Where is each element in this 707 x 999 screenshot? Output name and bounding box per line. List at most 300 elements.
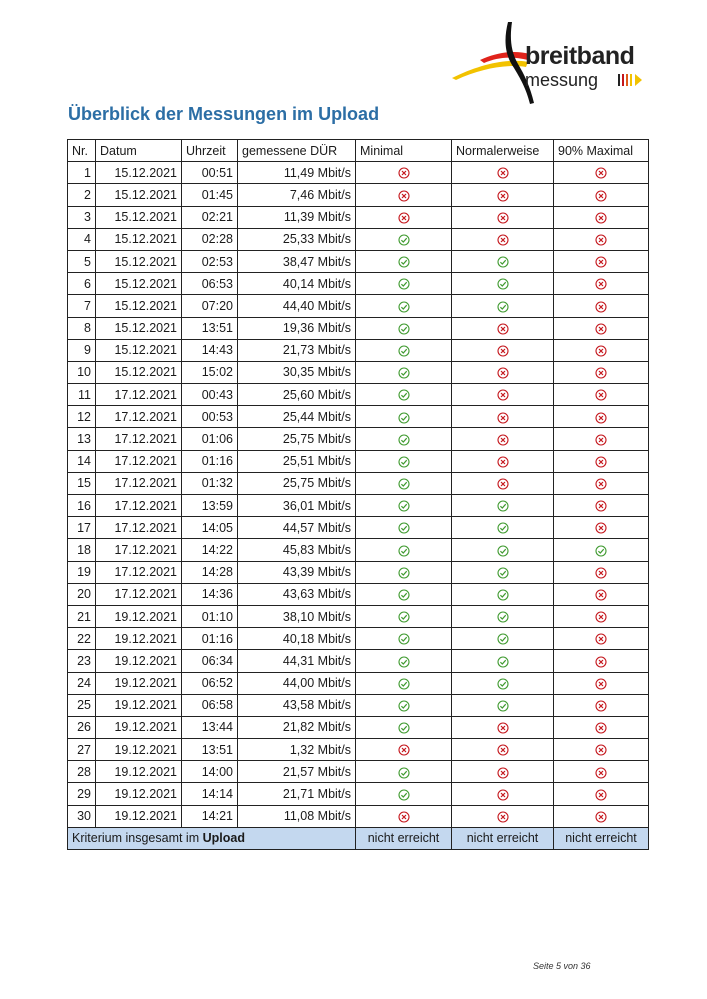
row-time: 14:05 <box>182 517 238 539</box>
cross-circle-icon <box>398 166 410 180</box>
row-minimal <box>356 739 452 761</box>
row-minimal <box>356 273 452 295</box>
row-normalerweise <box>452 672 554 694</box>
cross-circle-icon <box>497 432 509 446</box>
table-row <box>68 694 649 716</box>
row-minimal <box>356 228 452 250</box>
cross-circle-icon <box>497 454 509 468</box>
cross-circle-icon <box>595 743 607 757</box>
cross-circle-icon <box>595 432 607 446</box>
breitbandmessung-logo <box>450 14 650 110</box>
check-circle-icon <box>398 454 410 468</box>
row-normalerweise <box>452 228 554 250</box>
cross-circle-icon <box>497 232 509 246</box>
row-nr: 22 <box>68 628 96 650</box>
row-speed: 11,39 Mbit/s <box>238 206 356 228</box>
row-90-maximal <box>554 650 649 672</box>
row-minimal <box>356 783 452 805</box>
row-speed: 25,75 Mbit/s <box>238 428 356 450</box>
row-90-maximal <box>554 295 649 317</box>
check-circle-icon <box>398 277 410 291</box>
row-nr: 20 <box>68 583 96 605</box>
cross-circle-icon <box>595 587 607 601</box>
row-minimal <box>356 250 452 272</box>
cross-circle-icon <box>398 743 410 757</box>
row-speed: 11,08 Mbit/s <box>238 805 356 827</box>
row-normalerweise <box>452 539 554 561</box>
row-date: 15.12.2021 <box>96 184 182 206</box>
row-normalerweise <box>452 628 554 650</box>
table-row <box>68 716 649 738</box>
row-speed: 21,73 Mbit/s <box>238 339 356 361</box>
row-90-maximal <box>554 472 649 494</box>
row-nr: 14 <box>68 450 96 472</box>
row-minimal <box>356 605 452 627</box>
cross-circle-icon <box>595 410 607 424</box>
table-row <box>68 184 649 206</box>
cross-circle-icon <box>595 698 607 712</box>
row-nr: 28 <box>68 761 96 783</box>
row-minimal <box>356 561 452 583</box>
cross-circle-icon <box>595 299 607 313</box>
row-nr: 12 <box>68 406 96 428</box>
table-row <box>68 628 649 650</box>
row-time: 01:10 <box>182 605 238 627</box>
row-date: 19.12.2021 <box>96 628 182 650</box>
row-90-maximal <box>554 450 649 472</box>
row-normalerweise <box>452 495 554 517</box>
row-90-maximal <box>554 184 649 206</box>
row-date: 19.12.2021 <box>96 783 182 805</box>
cross-circle-icon <box>398 809 410 823</box>
row-normalerweise <box>452 206 554 228</box>
row-90-maximal <box>554 495 649 517</box>
check-circle-icon <box>398 720 410 734</box>
row-90-maximal <box>554 583 649 605</box>
check-circle-icon <box>398 654 410 668</box>
cross-circle-icon <box>497 388 509 402</box>
cross-circle-icon <box>398 188 410 202</box>
row-minimal <box>356 805 452 827</box>
cross-circle-icon <box>595 255 607 269</box>
row-normalerweise <box>452 739 554 761</box>
table-row <box>68 250 649 272</box>
row-90-maximal <box>554 716 649 738</box>
row-90-maximal <box>554 162 649 184</box>
row-minimal <box>356 694 452 716</box>
row-speed: 40,14 Mbit/s <box>238 273 356 295</box>
logo-text-messung: messung <box>525 70 599 90</box>
cross-circle-icon <box>595 210 607 224</box>
summary-label-prefix: Kriterium insgesamt im <box>72 831 203 846</box>
cross-circle-icon <box>497 188 509 202</box>
table-row <box>68 472 649 494</box>
row-nr: 10 <box>68 361 96 383</box>
row-minimal <box>356 716 452 738</box>
row-normalerweise <box>452 805 554 827</box>
cross-circle-icon <box>595 343 607 357</box>
row-nr: 8 <box>68 317 96 339</box>
check-circle-icon <box>398 476 410 490</box>
row-speed: 36,01 Mbit/s <box>238 495 356 517</box>
row-speed: 25,51 Mbit/s <box>238 450 356 472</box>
row-time: 01:32 <box>182 472 238 494</box>
row-nr: 29 <box>68 783 96 805</box>
row-90-maximal <box>554 384 649 406</box>
row-minimal <box>356 206 452 228</box>
table-row <box>68 672 649 694</box>
row-time: 13:51 <box>182 317 238 339</box>
check-circle-icon <box>398 255 410 269</box>
row-date: 15.12.2021 <box>96 250 182 272</box>
row-speed: 25,75 Mbit/s <box>238 472 356 494</box>
row-date: 17.12.2021 <box>96 384 182 406</box>
row-minimal <box>356 495 452 517</box>
row-minimal <box>356 450 452 472</box>
row-90-maximal <box>554 250 649 272</box>
row-nr: 7 <box>68 295 96 317</box>
check-circle-icon <box>497 521 509 535</box>
row-minimal <box>356 162 452 184</box>
row-time: 01:16 <box>182 628 238 650</box>
row-time: 06:53 <box>182 273 238 295</box>
row-speed: 25,33 Mbit/s <box>238 228 356 250</box>
row-speed: 44,00 Mbit/s <box>238 672 356 694</box>
header-90-maximal: 90% Maximal <box>554 140 649 162</box>
check-circle-icon <box>398 499 410 513</box>
row-normalerweise <box>452 694 554 716</box>
check-circle-icon <box>398 365 410 379</box>
row-normalerweise <box>452 761 554 783</box>
row-minimal <box>356 361 452 383</box>
check-circle-icon <box>497 543 509 557</box>
check-circle-icon <box>497 565 509 579</box>
check-circle-icon <box>497 277 509 291</box>
check-circle-icon <box>398 410 410 424</box>
row-normalerweise <box>452 317 554 339</box>
row-time: 02:21 <box>182 206 238 228</box>
row-90-maximal <box>554 805 649 827</box>
row-date: 19.12.2021 <box>96 805 182 827</box>
check-circle-icon <box>398 232 410 246</box>
cross-circle-icon <box>398 210 410 224</box>
row-normalerweise <box>452 583 554 605</box>
table-row <box>68 450 649 472</box>
row-date: 15.12.2021 <box>96 317 182 339</box>
cross-circle-icon <box>497 321 509 335</box>
table-row <box>68 805 649 827</box>
table-row <box>68 361 649 383</box>
check-circle-icon <box>398 676 410 690</box>
row-normalerweise <box>452 783 554 805</box>
row-90-maximal <box>554 206 649 228</box>
cross-circle-icon <box>497 410 509 424</box>
row-time: 13:51 <box>182 739 238 761</box>
table-row <box>68 561 649 583</box>
row-time: 00:51 <box>182 162 238 184</box>
cross-circle-icon <box>595 765 607 779</box>
cross-circle-icon <box>497 787 509 801</box>
summary-label-upload: Upload <box>202 831 245 846</box>
cross-circle-icon <box>595 521 607 535</box>
upload-measurements-table <box>67 139 649 850</box>
cross-circle-icon <box>497 476 509 490</box>
header-uhrzeit: Uhrzeit <box>182 140 238 162</box>
row-nr: 11 <box>68 384 96 406</box>
row-speed: 11,49 Mbit/s <box>238 162 356 184</box>
row-normalerweise <box>452 250 554 272</box>
check-circle-icon <box>398 343 410 357</box>
row-speed: 43,39 Mbit/s <box>238 561 356 583</box>
row-speed: 38,47 Mbit/s <box>238 250 356 272</box>
row-normalerweise <box>452 428 554 450</box>
row-nr: 5 <box>68 250 96 272</box>
table-row <box>68 517 649 539</box>
cross-circle-icon <box>595 321 607 335</box>
row-nr: 17 <box>68 517 96 539</box>
row-time: 00:43 <box>182 384 238 406</box>
row-minimal <box>356 317 452 339</box>
row-date: 15.12.2021 <box>96 361 182 383</box>
cross-circle-icon <box>595 232 607 246</box>
row-nr: 27 <box>68 739 96 761</box>
row-normalerweise <box>452 561 554 583</box>
row-date: 17.12.2021 <box>96 517 182 539</box>
row-time: 00:53 <box>182 406 238 428</box>
check-circle-icon <box>497 499 509 513</box>
cross-circle-icon <box>595 720 607 734</box>
cross-circle-icon <box>497 720 509 734</box>
row-nr: 26 <box>68 716 96 738</box>
row-date: 19.12.2021 <box>96 716 182 738</box>
row-date: 17.12.2021 <box>96 583 182 605</box>
row-date: 15.12.2021 <box>96 273 182 295</box>
row-time: 14:28 <box>182 561 238 583</box>
row-normalerweise <box>452 273 554 295</box>
table-header-row <box>68 140 649 162</box>
table-row <box>68 761 649 783</box>
row-speed: 44,57 Mbit/s <box>238 517 356 539</box>
row-date: 19.12.2021 <box>96 694 182 716</box>
cross-circle-icon <box>595 476 607 490</box>
row-date: 15.12.2021 <box>96 295 182 317</box>
header-nr: Nr. <box>68 140 96 162</box>
row-minimal <box>356 339 452 361</box>
row-nr: 4 <box>68 228 96 250</box>
row-date: 15.12.2021 <box>96 206 182 228</box>
row-90-maximal <box>554 672 649 694</box>
check-circle-icon <box>398 765 410 779</box>
row-nr: 15 <box>68 472 96 494</box>
row-minimal <box>356 295 452 317</box>
row-time: 13:59 <box>182 495 238 517</box>
check-circle-icon <box>497 610 509 624</box>
row-nr: 16 <box>68 495 96 517</box>
header-gemessene-duer: gemessene DÜR <box>238 140 356 162</box>
row-time: 02:28 <box>182 228 238 250</box>
row-time: 14:22 <box>182 539 238 561</box>
row-normalerweise <box>452 450 554 472</box>
row-time: 14:00 <box>182 761 238 783</box>
row-nr: 21 <box>68 605 96 627</box>
table-row <box>68 539 649 561</box>
row-date: 15.12.2021 <box>96 339 182 361</box>
row-time: 14:36 <box>182 583 238 605</box>
cross-circle-icon <box>595 787 607 801</box>
check-circle-icon <box>398 565 410 579</box>
table-row <box>68 583 649 605</box>
row-normalerweise <box>452 650 554 672</box>
row-minimal <box>356 428 452 450</box>
row-speed: 1,32 Mbit/s <box>238 739 356 761</box>
row-nr: 18 <box>68 539 96 561</box>
check-circle-icon <box>398 587 410 601</box>
row-speed: 43,58 Mbit/s <box>238 694 356 716</box>
row-minimal <box>356 583 452 605</box>
summary-label <box>68 827 356 849</box>
row-date: 15.12.2021 <box>96 228 182 250</box>
cross-circle-icon <box>595 809 607 823</box>
row-minimal <box>356 761 452 783</box>
row-90-maximal <box>554 761 649 783</box>
table-row <box>68 384 649 406</box>
row-normalerweise <box>452 406 554 428</box>
table-row <box>68 406 649 428</box>
check-circle-icon <box>398 543 410 557</box>
row-time: 01:45 <box>182 184 238 206</box>
table-row <box>68 605 649 627</box>
cross-circle-icon <box>595 365 607 379</box>
row-90-maximal <box>554 273 649 295</box>
table-row <box>68 317 649 339</box>
cross-circle-icon <box>497 743 509 757</box>
cross-circle-icon <box>595 166 607 180</box>
row-date: 17.12.2021 <box>96 450 182 472</box>
row-90-maximal <box>554 561 649 583</box>
row-90-maximal <box>554 783 649 805</box>
check-circle-icon <box>398 432 410 446</box>
row-time: 06:58 <box>182 694 238 716</box>
row-time: 06:34 <box>182 650 238 672</box>
check-circle-icon <box>398 321 410 335</box>
check-circle-icon <box>497 255 509 269</box>
row-nr: 1 <box>68 162 96 184</box>
row-date: 19.12.2021 <box>96 605 182 627</box>
table-row <box>68 228 649 250</box>
row-90-maximal <box>554 228 649 250</box>
check-circle-icon <box>398 632 410 646</box>
check-circle-icon <box>497 299 509 313</box>
page-title: Überblick der Messungen im Upload <box>68 104 380 124</box>
row-normalerweise <box>452 517 554 539</box>
row-normalerweise <box>452 716 554 738</box>
row-90-maximal <box>554 605 649 627</box>
check-circle-icon <box>595 543 607 557</box>
row-nr: 30 <box>68 805 96 827</box>
cross-circle-icon <box>497 166 509 180</box>
table-row <box>68 295 649 317</box>
row-date: 19.12.2021 <box>96 672 182 694</box>
row-nr: 9 <box>68 339 96 361</box>
row-time: 14:21 <box>182 805 238 827</box>
row-minimal <box>356 184 452 206</box>
row-90-maximal <box>554 628 649 650</box>
row-speed: 44,31 Mbit/s <box>238 650 356 672</box>
row-90-maximal <box>554 739 649 761</box>
row-date: 15.12.2021 <box>96 162 182 184</box>
row-speed: 25,44 Mbit/s <box>238 406 356 428</box>
cross-circle-icon <box>497 765 509 779</box>
row-date: 17.12.2021 <box>96 428 182 450</box>
table-row <box>68 739 649 761</box>
row-nr: 2 <box>68 184 96 206</box>
row-time: 06:52 <box>182 672 238 694</box>
row-speed: 19,36 Mbit/s <box>238 317 356 339</box>
row-time: 07:20 <box>182 295 238 317</box>
row-90-maximal <box>554 339 649 361</box>
summary-minimal: nicht erreicht <box>356 827 452 849</box>
cross-circle-icon <box>595 188 607 202</box>
cross-circle-icon <box>595 654 607 668</box>
check-circle-icon <box>398 388 410 402</box>
row-time: 02:53 <box>182 250 238 272</box>
logo-text-breitband: breitband <box>525 42 635 70</box>
row-speed: 21,71 Mbit/s <box>238 783 356 805</box>
row-normalerweise <box>452 162 554 184</box>
row-normalerweise <box>452 184 554 206</box>
row-date: 17.12.2021 <box>96 539 182 561</box>
row-minimal <box>356 628 452 650</box>
row-90-maximal <box>554 517 649 539</box>
row-minimal <box>356 472 452 494</box>
check-circle-icon <box>398 299 410 313</box>
check-circle-icon <box>497 676 509 690</box>
table-row <box>68 495 649 517</box>
row-90-maximal <box>554 406 649 428</box>
row-normalerweise <box>452 339 554 361</box>
row-date: 19.12.2021 <box>96 761 182 783</box>
summary-normalerweise: nicht erreicht <box>452 827 554 849</box>
row-speed: 21,57 Mbit/s <box>238 761 356 783</box>
row-speed: 44,40 Mbit/s <box>238 295 356 317</box>
cross-circle-icon <box>595 277 607 291</box>
row-normalerweise <box>452 605 554 627</box>
row-speed: 25,60 Mbit/s <box>238 384 356 406</box>
page-number: Seite 5 von 36 <box>533 961 591 971</box>
cross-circle-icon <box>595 565 607 579</box>
row-time: 01:06 <box>182 428 238 450</box>
row-nr: 23 <box>68 650 96 672</box>
cross-circle-icon <box>497 210 509 224</box>
row-nr: 24 <box>68 672 96 694</box>
row-speed: 21,82 Mbit/s <box>238 716 356 738</box>
table-row <box>68 428 649 450</box>
row-minimal <box>356 406 452 428</box>
table-row <box>68 650 649 672</box>
check-circle-icon <box>398 521 410 535</box>
row-90-maximal <box>554 539 649 561</box>
header-minimal: Minimal <box>356 140 452 162</box>
check-circle-icon <box>497 632 509 646</box>
row-90-maximal <box>554 361 649 383</box>
row-normalerweise <box>452 472 554 494</box>
row-90-maximal <box>554 694 649 716</box>
table-row <box>68 339 649 361</box>
row-minimal <box>356 672 452 694</box>
row-time: 01:16 <box>182 450 238 472</box>
check-circle-icon <box>398 787 410 801</box>
row-date: 17.12.2021 <box>96 406 182 428</box>
